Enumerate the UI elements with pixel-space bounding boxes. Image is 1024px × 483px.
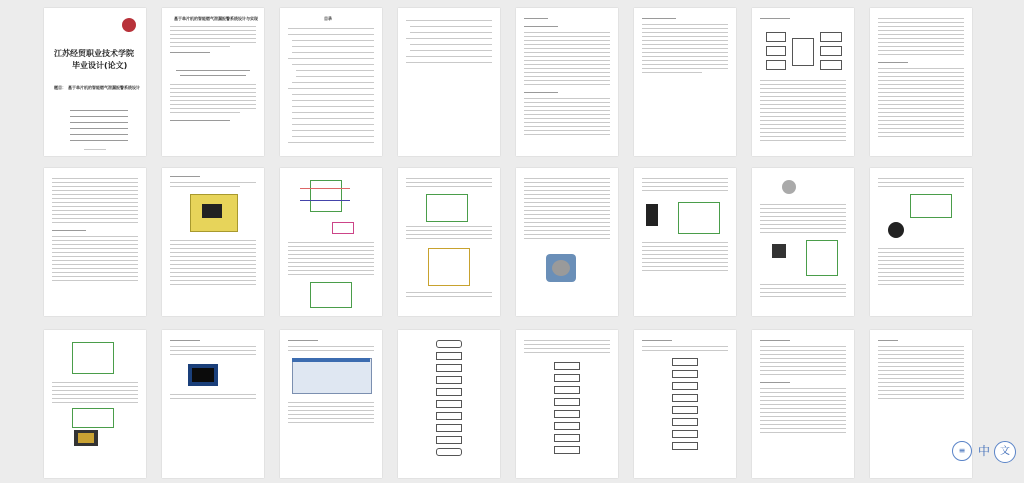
menu-icon[interactable]: ≡ xyxy=(952,441,972,461)
translate-label[interactable]: 中 xyxy=(977,444,990,458)
doc-page-testing[interactable] xyxy=(752,330,854,478)
doc-page-6[interactable] xyxy=(634,8,736,156)
push-button-image xyxy=(772,244,786,258)
topic-label: 题目： xyxy=(54,85,66,90)
doc-page-flowchart-2[interactable] xyxy=(516,330,618,478)
doc-page-9[interactable] xyxy=(44,168,146,316)
doc-page-8[interactable] xyxy=(870,8,972,156)
toc-title: 目录 xyxy=(324,16,332,21)
doc-page-schematic-1[interactable] xyxy=(280,168,382,316)
doc-page-toc-2[interactable] xyxy=(398,8,500,156)
doc-page-transistor[interactable] xyxy=(634,168,736,316)
doc-page-flowchart-1[interactable] xyxy=(398,330,500,478)
doc-page-5[interactable] xyxy=(516,8,618,156)
doc-page-abstract[interactable] xyxy=(162,8,264,156)
doc-page-schematic-2[interactable] xyxy=(398,168,500,316)
translate-icon[interactable]: 文 xyxy=(994,441,1016,463)
doc-page-buttons[interactable] xyxy=(752,168,854,316)
buzzer-image xyxy=(888,222,904,238)
doc-page-block-diagram[interactable] xyxy=(752,8,854,156)
doc-page-toc-1[interactable] xyxy=(280,8,382,156)
school-logo xyxy=(122,18,136,32)
ide-screenshot xyxy=(292,358,372,394)
doc-page-oled[interactable] xyxy=(162,330,264,478)
doc-page-gas-sensor[interactable] xyxy=(516,168,618,316)
doc-page-mcu-board[interactable] xyxy=(162,168,264,316)
topic-text: 基于单片机的智能燃气泄漏报警系统设计 xyxy=(68,85,140,90)
doc-page-buzzer[interactable] xyxy=(870,168,972,316)
school-name: 江苏经贸职业技术学院 xyxy=(54,49,134,58)
doc-page-wifi-module[interactable] xyxy=(44,330,146,478)
doc-page-software[interactable] xyxy=(280,330,382,478)
doc-page-flowchart-3[interactable] xyxy=(634,330,736,478)
doc-page-cover[interactable] xyxy=(44,8,146,156)
abstract-title: 基于单片机的智能燃气泄漏报警系统设计与实现 xyxy=(174,16,258,21)
thesis-subtitle: 毕业设计(论文) xyxy=(72,61,128,70)
